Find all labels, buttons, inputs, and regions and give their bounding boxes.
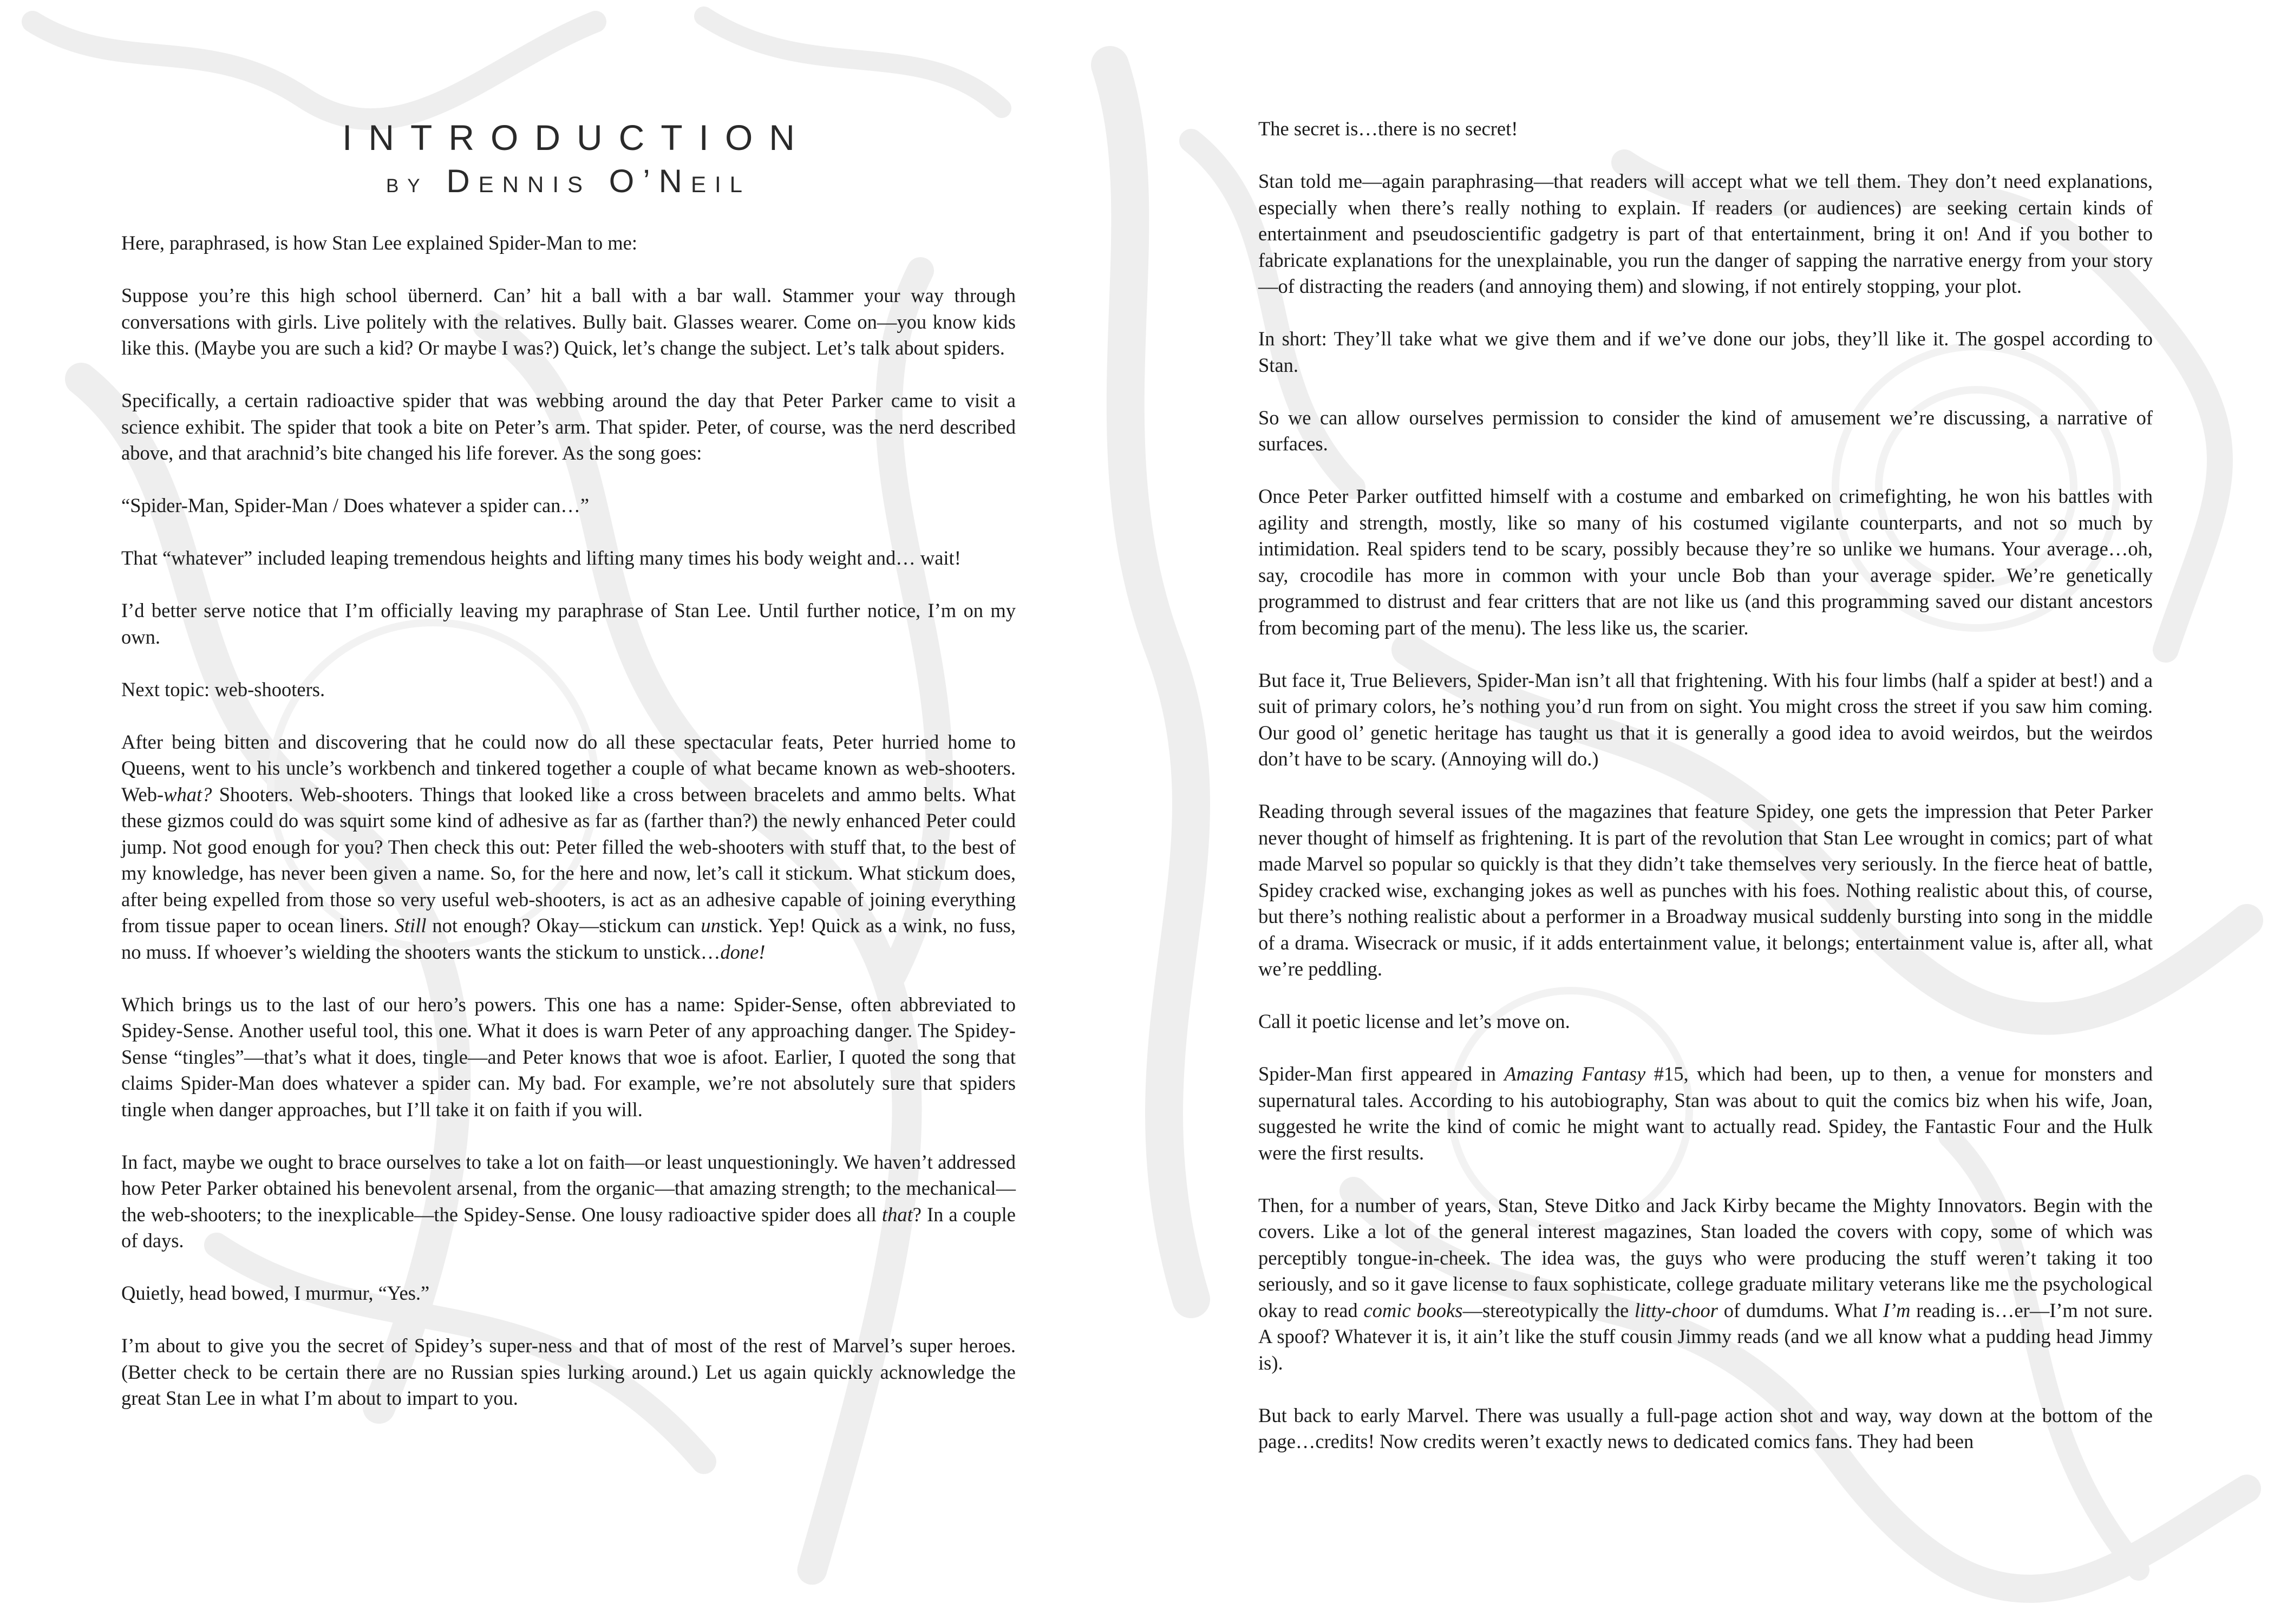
paragraph: Once Peter Parker outfitted himself with a costume and embarked on crimefighting, he won his battles with agility and strength, mostly, like so many of his costumed vigilante counterparts, and not so much by intimidation. Real spiders tend to be scary, possibly because they’re so unlike we humans. Your average…oh, say, crocodile has more in common with your uncle Bob than your average spider. We’re genetically programmed to distrust and fear critters that are not like us (and this programming saved our distant ancestors from becoming part of the menu). The less like us, the scarier. <box>1258 485 2153 639</box>
italic-text: I’m <box>1883 1299 1911 1321</box>
paragraph: Stan told me—again paraphrasing—that readers will accept what we tell them. They don’t need explanations, especially when there’s really nothing to explain. If readers (or audiences) are seeking certain kinds of entertainment and pseudoscientific gadgetry is part of that entertainment, bring it on! And if you bother to fabricate explanations for the unexplainable, you run the danger of sapping the narrative energy from your story—of distracting the readers (and annoying them) and slowing, if not entirely stopping, your plot. <box>1258 170 2153 297</box>
italic-text: done! <box>720 940 766 963</box>
italic-text: what? <box>164 783 212 806</box>
chapter-title: INTRODUCTION <box>342 117 811 158</box>
italic-text: un <box>701 914 721 937</box>
paragraph: I’d better serve notice that I’m officially leaving my paraphrase of Stan Lee. Until further notice, I’m on my own. <box>121 599 1016 648</box>
paragraph: Suppose you’re this high school übernerd. Can’ hit a ball with a bar wall. Stammer your way through conversations with girls. Live politely with the relatives. Bully bait. Glasses wearer. Come on—you know kids like this. (Maybe you are such a kid? Or maybe I was?) Quick, let’s change the subject. Let’s talk about spiders. <box>121 284 1016 359</box>
paragraph <box>121 1149 1016 1254</box>
paragraph <box>1258 1061 2153 1166</box>
italic-text: that <box>881 1203 913 1226</box>
paragraph: Call it poetic license and let’s move on. <box>1258 1010 1570 1032</box>
paragraph: Here, paraphrased, is how Stan Lee explained Spider-Man to me: <box>121 232 638 254</box>
text-run: In fact, maybe we ought to brace ourselves to take a lot on faith—or least unquestioningly. We haven’t addressed how Peter Parker obtained his benevolent arsenal, from the organic—that amazing strength; to the mechanical—the web-shooters; to the inexplicable—the Spidey-Sense. One lousy radioactive spider does all <box>121 1150 1016 1226</box>
paragraph: But back to early Marvel. There was usually a full-page action shot and way, way down at the bottom of the page…credits! Now credits weren’t exactly news to dedicated comics fans. They had been <box>1258 1404 2153 1452</box>
italic-text: litty-choor <box>1634 1299 1718 1321</box>
text-run: of dumdums. What <box>1717 1299 1883 1321</box>
text-run: not enough? Okay—stickum can <box>426 914 701 937</box>
text-run: Then, for a number of years, Stan, Steve Ditko and Jack Kirby became the Mighty Innovators. Begin with the covers. Like a lot of the general interest magazines, Stan loaded the covers with copy, some of which was perceptibly tongue-in-cheek. The idea was, the guys who were producing the stuff weren’t taking it too seriously, and so it gave license to faux sophisticate, college graduate military veterans like me the psychological okay to read <box>1258 1194 2153 1321</box>
text-run: Spider-Man first appeared in <box>1258 1063 1505 1085</box>
paragraph: But face it, True Believers, Spider-Man isn’t all that frightening. With his four limbs (half a spider at best!) and a suit of primary colors, he’s nothing you’d run from on sight. You might cross the street if you saw him coming. Our good ol’ genetic heritage has taught us that it is generally a good idea to avoid weirdos, but the weirdos don’t have to be scary. (Annoying will do.) <box>1258 669 2153 770</box>
paragraph: That “whatever” included leaping tremendous heights and lifting many times his body weight and… wait! <box>121 547 961 569</box>
italic-text: comic books <box>1363 1299 1463 1321</box>
paragraph: Reading through several issues of the magazines that feature Spidey, one gets the impression that Peter Parker never thought of himself as frightening. It is part of the revolution that Stan Lee wrought in comics; part of what made Marvel so popular so quickly is that they didn’t take themselves very seriously. In the fierce heat of battle, Spidey cracked wise, exchanging jokes as well as punches with his foes. Nothing realistic about this, of course, but there’s nothing realistic about a performer in a Broadway musical suddenly bursting into song in the middle of a drama. Wisecrack or music, if it adds entertainment value, it belongs; entertainment value is, after all, what we’re peddling. <box>1258 800 2153 980</box>
italic-text: Amazing Fantasy <box>1504 1063 1646 1085</box>
paragraph: I’m about to give you the secret of Spidey’s super-ness and that of most of the rest of Marvel’s super heroes. (Better check to be certain there are no Russian spies lurking around.) Let us again quickly acknowledge the great Stan Lee in what I’m about to impart to you. <box>121 1334 1016 1409</box>
text-run: #15, which had been, up to then, a venue for monsters and supernatural tales. According to his autobiography, Stan was about to quit the comics biz when his wife, Joan, suggested he write the kind of comic he might want to actually read. Spidey, the Fantastic Four and the Hulk were the first results. <box>1258 1063 2153 1164</box>
paragraph: Specifically, a certain radioactive spider that was webbing around the day that Peter Parker came to visit a science exhibit. The spider that took a bite on Peter’s arm. That spider. Peter, of course, was the nerd described above, and that arachnid’s bite changed his life forever. As the song goes: <box>121 389 1016 464</box>
paragraph: “Spider-Man, Spider-Man / Does whatever a spider can…” <box>121 494 590 516</box>
paragraph: Quietly, head bowed, I murmur, “Yes.” <box>121 1282 430 1304</box>
title-block <box>121 115 1016 204</box>
text-run: stick. Yep! Quick as a wink, no fuss, no muss. If whoever’s wielding the shooters wants the stickum to unstick… <box>121 914 1016 963</box>
byline-prefix: by <box>385 168 429 198</box>
paragraph: Which brings us to the last of our hero’s powers. This one has a name: Spider-Sense, often abbreviated to Spidey-Sense. Another useful tool, this one. What it does is warn Peter of any approaching danger. The Spidey-Sense “tingles”—that’s what it does, tingle—and Peter knows that woe is afoot. Earlier, I quoted the song that claims Spider-Man does whatever a spider can. My bad. For example, we’re not absolutely sure that spiders tingle when danger approaches, but I’ll take it on faith if you will. <box>121 993 1016 1121</box>
paragraph <box>121 729 1016 966</box>
right-page <box>1258 0 2153 1481</box>
italic-text: Still <box>394 914 427 937</box>
paragraph: Next topic: web-shooters. <box>121 678 325 700</box>
text-run: Shooters. Web-shooters. Things that looked like a cross between bracelets and ammo belts. What these gizmos could do was squirt some kind of adhesive as far as (farther than?) the newly enhanced Peter could jump. Not good enough for you? Then check this out: Peter filled the web-shooters with stuff that, to the best of my knowledge, has never been given a name. So, for the here and now, let’s call it stickum. What stickum does, after being expelled from those so very useful web-shooters, is act as an adhesive capable of joining everything from tissue paper to ocean liners. <box>121 783 1016 937</box>
paragraph: In short: They’ll take what we give them and if we’ve done our jobs, they’ll like it. The gospel according to Stan. <box>1258 328 2153 376</box>
paragraph <box>1258 1193 2153 1377</box>
text-run: After being bitten and discovering that he could now do all these spectacular feats, Peter hurried home to Queens, went to his uncle’s workbench and tinkered together a couple of what became known as web-shooters. Web- <box>121 730 1016 806</box>
paragraph: The secret is…there is no secret! <box>1258 117 1518 140</box>
paragraph: So we can allow ourselves permission to consider the kind of amusement we’re discussing, a narrative of surfaces. <box>1258 406 2153 455</box>
text-run: reading is…er—I’m not sure. A spoof? Whatever it is, it ain’t like the stuff cousin Jimmy reads (and we all know what a pudding head Jimmy is). <box>1258 1299 2153 1374</box>
text-run: —stereotypically the <box>1462 1299 1635 1321</box>
text-run: ? In a couple of days. <box>121 1203 1016 1252</box>
byline <box>121 160 1016 204</box>
left-page <box>121 0 1016 1438</box>
byline-author: Dennis O’Neil <box>446 163 752 199</box>
